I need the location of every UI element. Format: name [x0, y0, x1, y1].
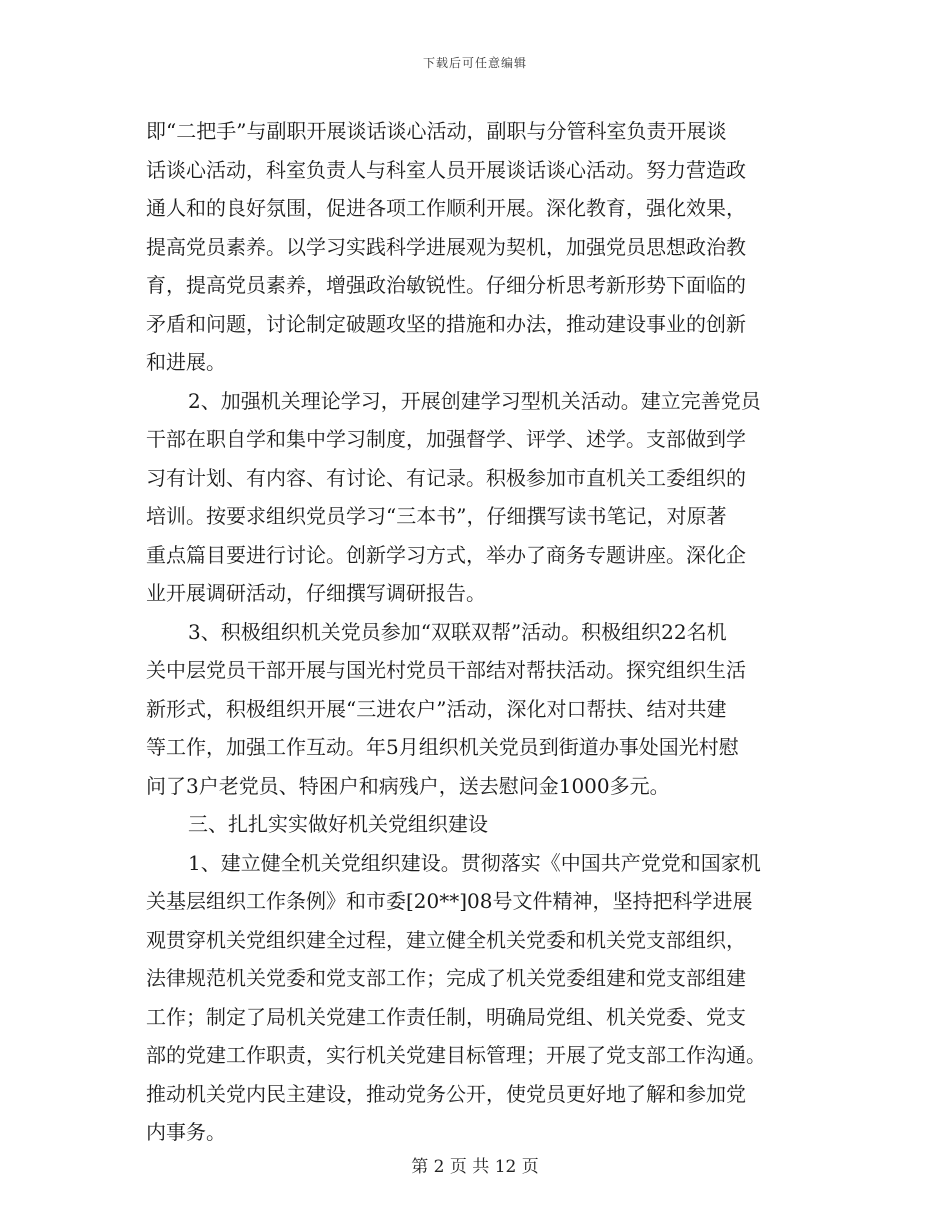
text-line: 业开展调研活动，仔细撰写调研报告。	[146, 581, 486, 605]
paragraph-start-line: 3、积极组织机关党员参加“双联双帮”活动。积极组织22名机	[188, 619, 727, 644]
page-header: 下载后可任意编辑	[422, 56, 527, 70]
text-line: 育，提高党员素养，增强政治敏锐性。仔细分析思考新形势下面临的	[146, 273, 746, 297]
text-line: 重点篇目要进行讨论。创新学习方式，举办了商务专题讲座。深化企	[146, 542, 746, 567]
text-line: 工作；制定了局机关党建工作责任制，明确局党组、机关党委、党支	[146, 1004, 746, 1029]
section-heading: 三、扎扎实实做好机关党组织建设	[188, 812, 488, 836]
text-line: 即“二把手”与副职开展谈话谈心活动，副职与分管科室负责开展谈	[146, 119, 727, 143]
text-line: 法律规范机关党委和党支部工作；完成了机关党委组建和党支部组建	[146, 966, 746, 990]
text-line: 矛盾和问题，讨论制定破题攻坚的措施和办法，推动建设事业的创新	[146, 311, 746, 336]
text-line: 新形式，积极组织开展“三进农户”活动，深化对口帮扶、结对共建	[146, 696, 727, 721]
text-line: 和进展。	[146, 350, 226, 374]
text-line: 通人和的良好氛围，促进各项工作顺利开展。深化教育，强化效果，	[146, 196, 746, 220]
text-line: 部的党建工作职责，实行机关党建目标管理；开展了党支部工作沟通。	[146, 1043, 766, 1067]
text-line: 关基层组织工作条例》和市委[20**]08号文件精神，坚持把科学进展	[146, 889, 753, 913]
text-line: 关中层党员干部开展与国光村党员干部结对帮扶活动。探究组织生活	[146, 658, 746, 682]
paragraph-start-line: 2、加强机关理论学习，开展创建学习型机关活动。建立完善党员	[188, 388, 761, 413]
text-line: 干部在职自学和集中学习制度，加强督学、评学、述学。支部做到学	[146, 427, 746, 451]
text-line: 推动机关党内民主建设，推动党务公开，使党员更好地了解和参加党	[146, 1081, 746, 1106]
text-line: 培训。按要求组织党员学习“三本书”，仔细撰写读书笔记，对原著	[146, 504, 727, 528]
paragraph-start-line: 1、建立健全机关党组织建设。贯彻落实《中国共产党党和国家机	[188, 850, 761, 875]
text-line: 问了3户老党员、特困户和病残户，送去慰问金1000多元。	[146, 773, 670, 798]
text-line: 观贯穿机关党组织建全过程，建立健全机关党委和机关党支部组织，	[146, 927, 746, 952]
text-line: 等工作，加强工作互动。年5月组织机关党员到街道办事处国光村慰	[146, 735, 739, 759]
text-line: 话谈心活动，科室负责人与科室人员开展谈话谈心活动。努力营造政	[146, 157, 746, 182]
page-footer: 第 2 页 共 12 页	[411, 1157, 539, 1177]
document-body	[146, 112, 808, 1152]
text-line: 习有计划、有内容、有讨论、有记录。积极参加市直机关工委组织的	[146, 465, 746, 490]
text-line: 内事务。	[146, 1120, 226, 1144]
text-line: 提高党员素养。以学习实践科学进展观为契机，加强党员思想政治教	[146, 234, 746, 259]
